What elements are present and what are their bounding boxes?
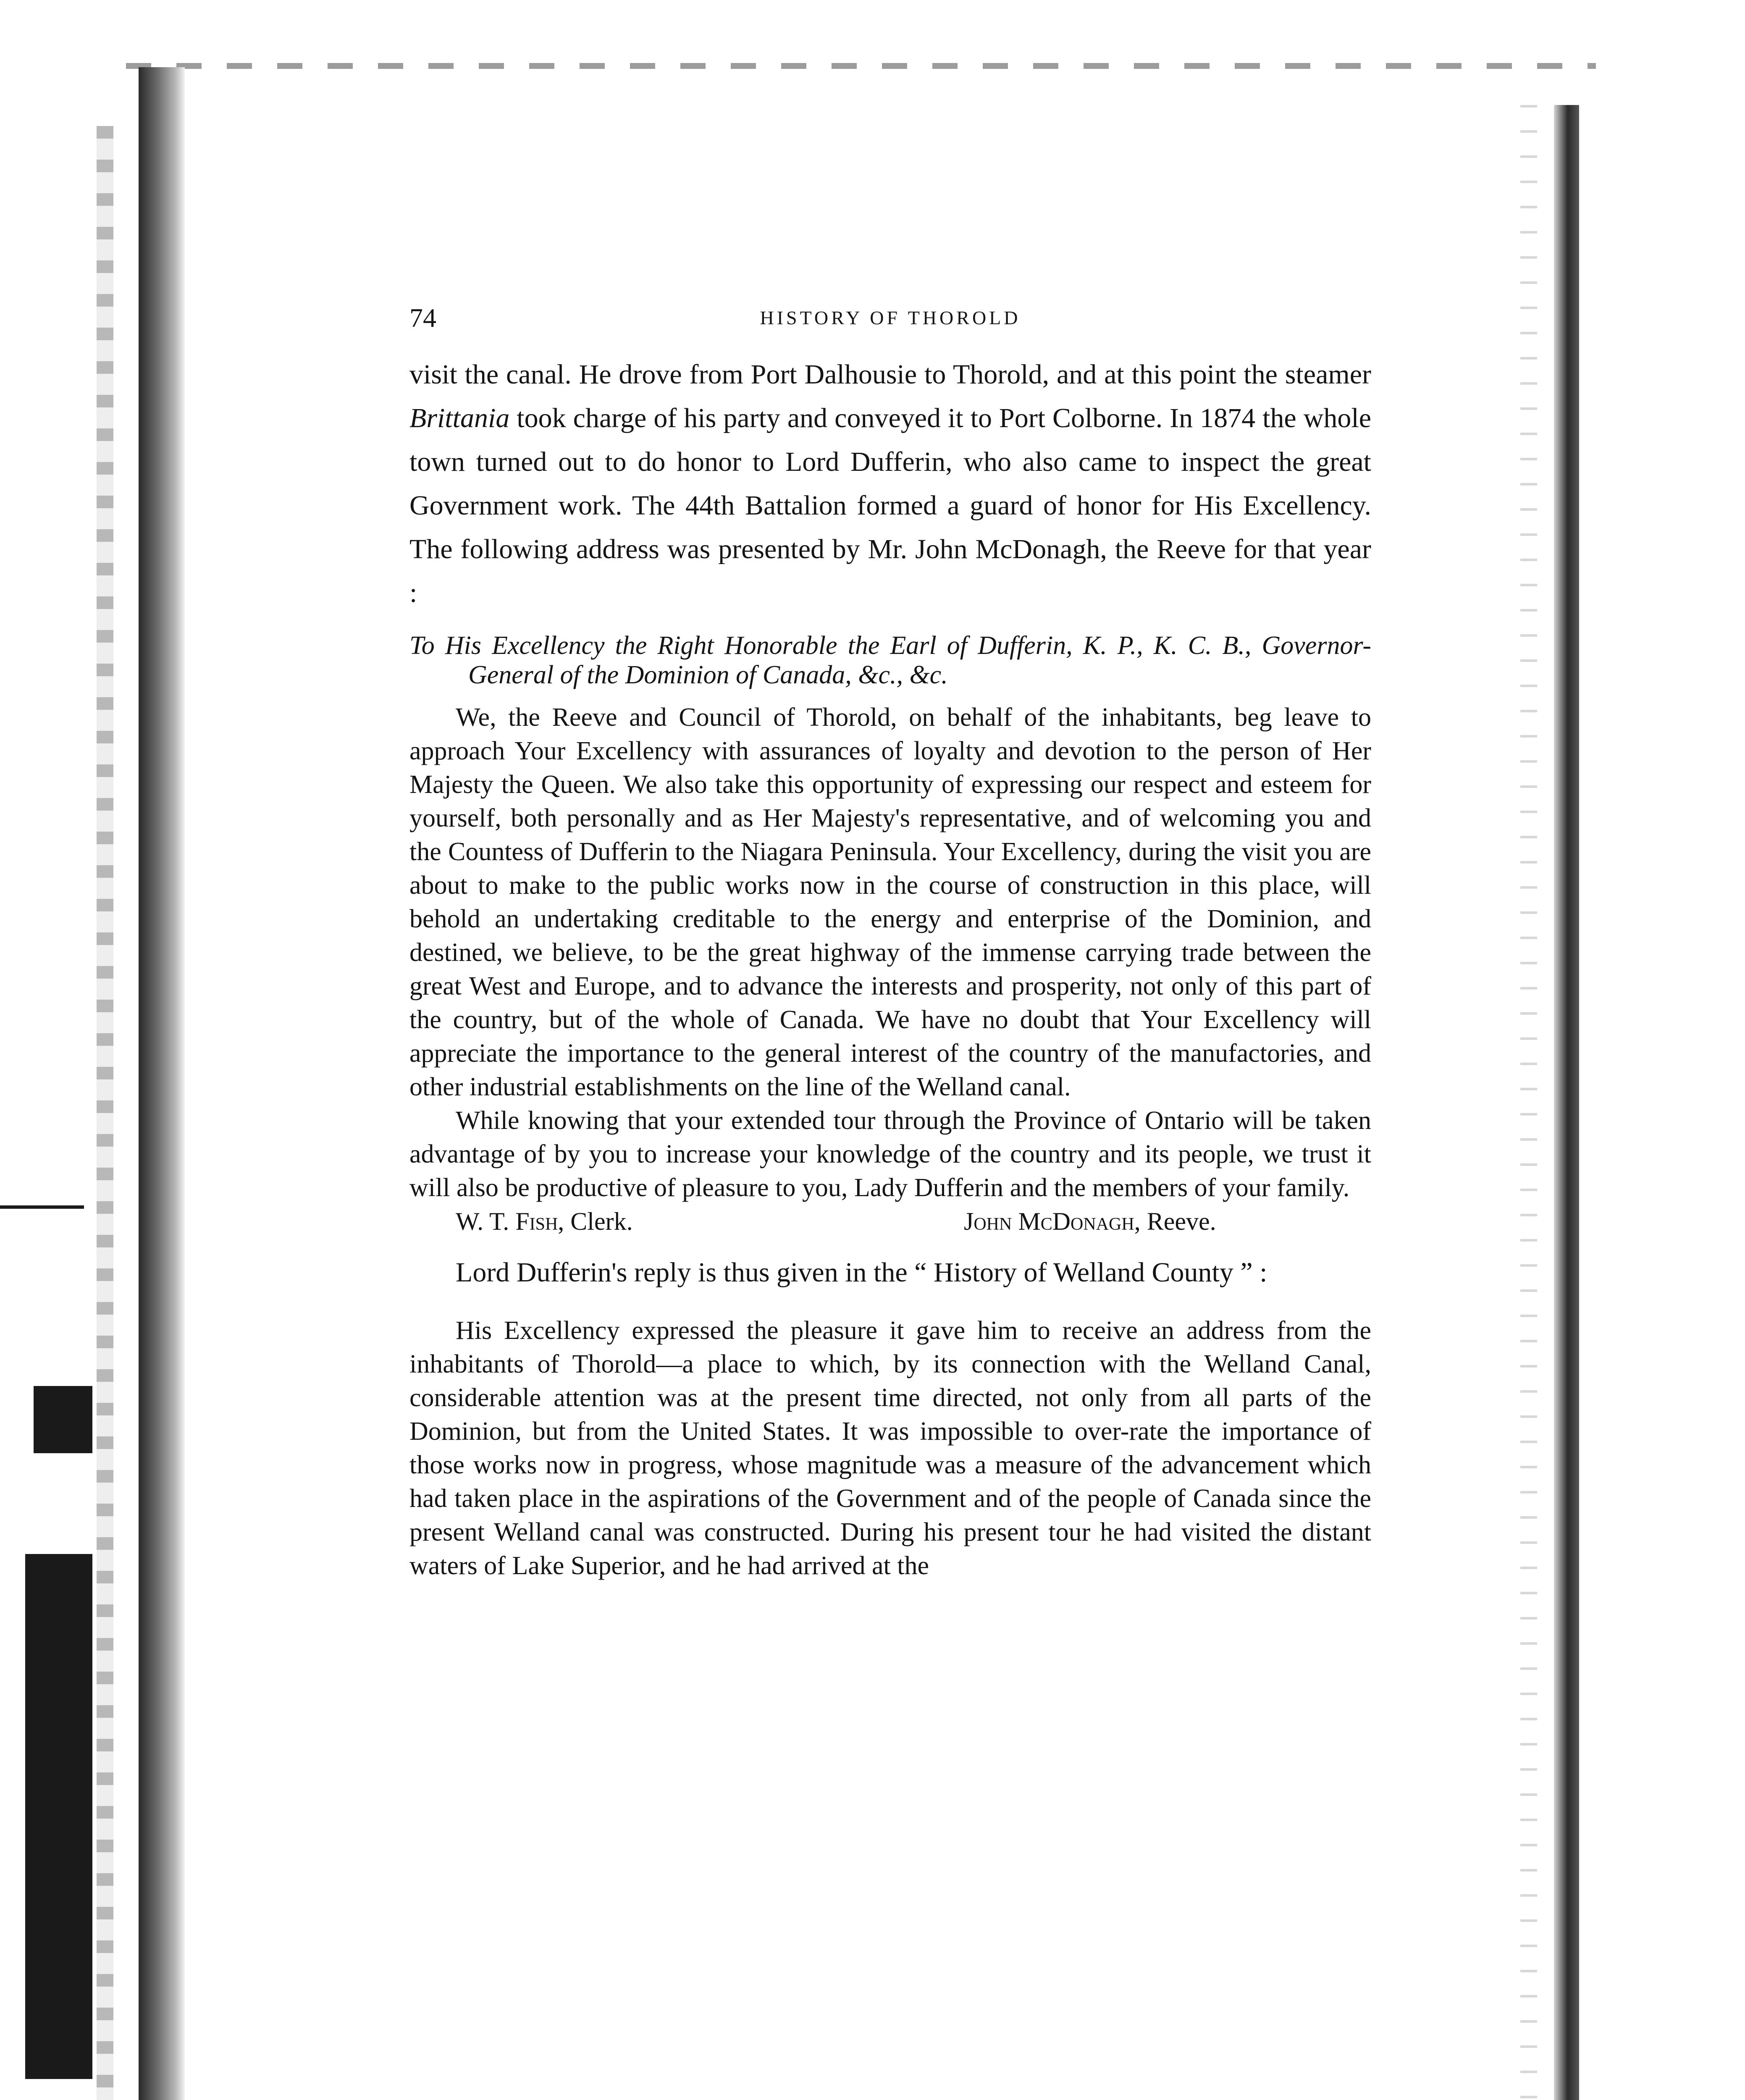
paragraph-text: visit the canal. He drove from Port Dalhousie to Thorold, and at this point the steamer [409,359,1371,390]
clerk-signature [456,1205,633,1238]
address-paragraph-2: While knowing that your extended tour through the Province of Ontario will be taken advantage of by you to increase your knowledge of the country and its people, we trust it will also be productive of pleasure to you, Lady Dufferin and the members of your family. [409,1106,1371,1202]
reeve-title: Reeve. [1140,1208,1216,1235]
opening-paragraph [409,353,1371,615]
running-header [409,302,1371,340]
reeve-name: John McDonagh, [964,1208,1141,1235]
running-title: HISTORY OF THOROLD [760,307,1021,328]
clerk-name: W. T. Fish, [456,1208,564,1235]
scan-top-edge [126,63,1596,69]
address-paragraph-1: We, the Reeve and Council of Thorold, on behalf of the inhabitants, beg leave to approach Your Excellency with assurances of loyalty and devotion to the person of Her Majesty the Queen. We also take this opportunity of expressing our respect and esteem for yourself, both personally and as Her Majesty's representative, and of welcoming you and the Countess of Dufferin to the Niagara Peninsula. Your Excellency, during the visit you are about to make to the public works now in the course of construction in this place, will behold an undertaking creditable to the energy and enterprise of the Dominion, and destined, we believe, to be the great highway of the immense carrying trade between the great West and Europe, and to advance the interests and prosperity, not only of this part of the country, but of the whole of Canada. We have no doubt that Your Excellency will appreciate the importance to the general interest of the country of the manufactories, and other industrial establishments on the line of the Welland canal. [409,703,1371,1101]
reply-intro: Lord Dufferin's reply is thus given in the “ History of Welland County ” : [456,1257,1267,1288]
scan-margin-mark [0,1205,84,1209]
scan-left-edge [139,67,185,2100]
reply-paragraph: His Excellency expressed the pleasure it gave him to receive an address from the inhabitants of Thorold—a place to which, by its connection with the Welland Canal, considerable attention was at the present time directed, not only from all parts of the Dominion, but from the United States. It was impossible to over-rate the importance of those works now in progress, whose magnitude was a measure of the advancement which had taken place in the aspirations of the Government and of the people of Canada since the present Welland canal was constructed. During his present tour he had visited the distant waters of Lake Superior, and he had arrived at the [409,1316,1371,1580]
paragraph-text: took charge of his party and conveyed it to Port Colborne. In 1874 the whole town turned out to do honor to Lord Dufferin, who also came to inspect the great Government work. The 44th Battalion formed a guard of honor for His Excellency. The following address was presented by Mr. John McDonagh, the Reeve for that year : [409,403,1371,608]
page-number: 74 [409,303,436,333]
address-signatures [409,1205,1371,1242]
scan-right-edge [1554,105,1579,2100]
reeve-signature [964,1205,1216,1238]
scan-binding-shadow [97,126,113,2100]
scan-blot [34,1386,92,1453]
steamer-name: Brittania [409,403,510,433]
scan-right-speckle [1520,105,1537,2100]
clerk-title: Clerk. [564,1208,633,1235]
address-heading: To His Excellency the Right Honorable the Earl of Dufferin, K. P., K. C. B., Governor-General of the Dominion of Canada, &c., &c. [409,631,1371,689]
scan-blot [25,1554,92,2079]
book-page [409,302,1371,1583]
